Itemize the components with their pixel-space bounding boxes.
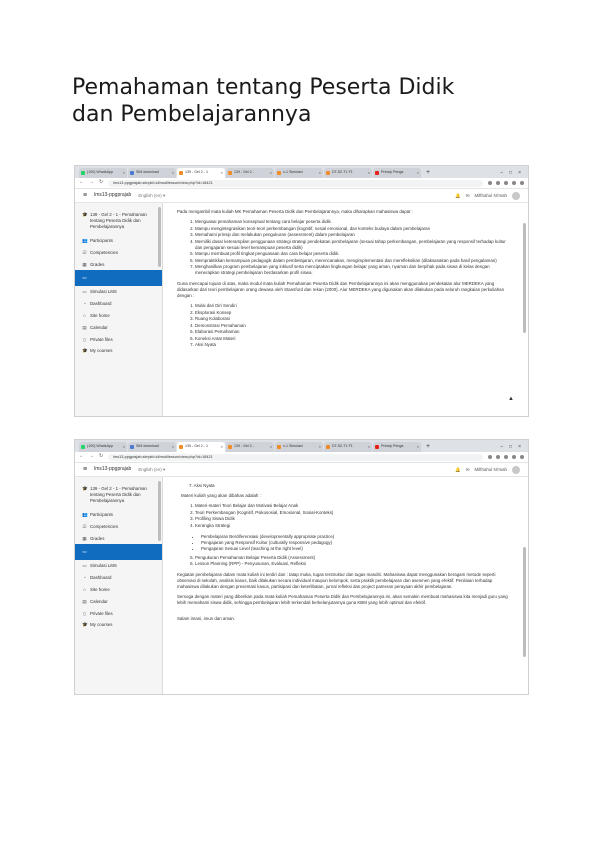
sidebar-scrollbar[interactable] xyxy=(158,207,161,267)
favicon-icon xyxy=(326,171,330,175)
home-icon: ⌂ xyxy=(83,312,86,318)
file-icon: ▯ xyxy=(83,336,86,342)
bell-icon[interactable]: 🔔 xyxy=(455,192,461,198)
url-field[interactable]: lms13-ppgprajab.simpkb.id/mod/lesson/view.php?id=18421 xyxy=(108,180,483,187)
sidebar-item-calendar[interactable]: ▤ Calendar xyxy=(82,324,108,330)
list-item: 5. Elaborasi Pemahaman xyxy=(195,329,514,335)
chat-icon[interactable]: ✉ xyxy=(465,192,470,198)
list-item: • Pengajaran yang Responsif Kultur (culturally responsive pedagogy) xyxy=(201,540,514,546)
sidebar-item-dashboard[interactable]: ◔ Dashboard xyxy=(83,301,112,307)
extension-icon[interactable] xyxy=(504,181,508,185)
list-item: 4. Memiliki dasar keterampilan penggunaan strategi strategi pendekatan pembelajaran (sesuai tahap perkembangan, pembelajaran yang responsif terhadap kultur dan pengajaran sesuai level kemampuan peserta didik) xyxy=(195,239,514,251)
favicon-icon xyxy=(179,445,183,449)
title-line-2: dan Pembelajarannya xyxy=(72,102,312,127)
favicon-icon xyxy=(228,445,232,449)
browser-tab-active[interactable]: 139 - Gel 2 - 1 × xyxy=(177,442,225,452)
reload-icon[interactable]: ↻ xyxy=(99,179,104,186)
browser-tab[interactable]: (100) WhatsApp × xyxy=(79,168,127,178)
materi-intro: Materi kuliah yang akan dibahas adalah : xyxy=(181,493,261,498)
close-icon[interactable]: × xyxy=(367,444,370,450)
favicon-icon xyxy=(277,445,281,449)
title-line-1: Pemahaman tentang Peserta Didik xyxy=(72,75,455,100)
favicon-icon xyxy=(228,171,232,175)
list-item: 1. Materi-materi Teori Belajar dan Motivasi Belajar Anak xyxy=(195,503,514,509)
forward-icon[interactable]: → xyxy=(89,179,94,186)
favicon-icon xyxy=(130,171,134,175)
merdeka-list xyxy=(177,303,514,348)
sidebar-item-competencies[interactable]: ☑ Competencies xyxy=(82,523,119,529)
sidebar-scrollbar[interactable] xyxy=(158,481,161,541)
close-window-button[interactable]: × xyxy=(518,170,521,176)
bell-icon[interactable]: 🔔 xyxy=(455,466,461,472)
close-icon[interactable]: × xyxy=(122,444,125,450)
graduation-cap-icon: 🎓 xyxy=(82,348,88,354)
favicon-icon xyxy=(179,171,183,175)
folder-icon: ▭ xyxy=(82,289,87,295)
list-item: 5. Pengukuran Pemahaman Belajar Peserta Didik (Assessment) xyxy=(195,555,514,561)
dashboard-icon: ◔ xyxy=(83,301,86,307)
site-name[interactable]: lms13-ppgprajab xyxy=(94,191,132,198)
list-item: 6. Mempraktikkan kemampuan pedagogik dalam pembelajaran, merencanakan, mengimplementasi dan merefleksikan (dilaksanakan pada hasil pengalaman) xyxy=(195,258,514,264)
document-title xyxy=(72,74,542,128)
list-item: 7. Menghasilkan program pembelajaran yang inklusif serta menciptakan lingkungan belajar yang aman, nyaman dan berpihak pada siswa di kelas dengan menerapkan strategi pembelajaran berdasarkan profil siswa. xyxy=(195,264,514,276)
browser-tab[interactable]: Prinsip Penga × xyxy=(373,168,421,178)
content-scrollbar[interactable] xyxy=(523,547,526,657)
minimize-button[interactable]: – xyxy=(500,444,504,450)
users-icon: 👥 xyxy=(82,238,88,243)
sidebar-item-grades[interactable]: ▦ Grades xyxy=(82,535,105,541)
intro-text: Pada mengambil mata kuliah MK Pemahaman Peserta Didik dan Pembelajarannya, maka diharapkan mahasiswa dapat : xyxy=(177,209,413,214)
browser-tab[interactable]: 139 - Gel 2 - × xyxy=(226,442,274,452)
list-item: 6. Lesson Planning (RPP) - Penyusunan, Evaluasi, Refleksi xyxy=(195,561,514,567)
sidebar-item-simulasi[interactable]: ▭ Simulasi LMS xyxy=(82,289,117,295)
profile-icon[interactable] xyxy=(512,181,516,185)
materi-list xyxy=(177,503,514,529)
list-item: 2. Teori Perkembangan (Kognitif, Psikososial, Emosional, Sosial-Konteks) xyxy=(195,510,514,516)
avatar[interactable] xyxy=(512,192,520,200)
closing-paragraph: Semoga dengan materi yang diberikan pada mata kuliah Pemahaman Peserta Didik dan Pembelajarannya ini, akan semakin membuat mahasiswa kita menjadi guru yang lebih memahami siswa didik, sehingga pembelajaran lebih terkendali berkelanjutannya guna KBM yang lebih optimal dan efektif. xyxy=(177,594,508,605)
close-icon[interactable]: × xyxy=(416,444,419,450)
dashboard-icon: ◔ xyxy=(83,575,86,581)
list-item: 1. Mulai dari Diri Sendiri xyxy=(195,303,514,309)
favicon-icon xyxy=(277,171,281,175)
sidebar-item-participants[interactable]: 👥 Participants xyxy=(82,512,113,517)
close-icon[interactable]: × xyxy=(416,170,419,176)
close-icon[interactable]: × xyxy=(367,170,370,176)
share-icon[interactable] xyxy=(488,455,492,459)
user-menu xyxy=(455,192,520,200)
course-icon: 🎓 xyxy=(82,212,88,217)
browser-tab[interactable]: x-1 Simulasi × xyxy=(275,442,323,452)
list-item: 6. Koneksi Antar Materi xyxy=(195,336,514,342)
greeting: Salam imani, imun dan aman. xyxy=(177,616,236,621)
sidebar-item-my-courses[interactable]: 🎓 My courses xyxy=(82,622,113,628)
share-icon[interactable] xyxy=(488,181,492,185)
list-item: 3. Memahami prinsip dan melakukan pengukuran (assessment) dalam pembelajaran xyxy=(195,232,514,238)
user-name[interactable]: Mifthahul Ni'mah xyxy=(474,466,507,472)
list-item: • Pengajaran Sesuai Level (teaching at the right level) xyxy=(201,546,514,552)
extension-icon[interactable] xyxy=(504,455,508,459)
course-sidebar xyxy=(75,203,163,416)
sidebar-item-site-home[interactable]: ⌂ Site home xyxy=(83,312,110,318)
list-item: 7. Aksi Nyata xyxy=(189,483,215,488)
hamburger-menu-icon[interactable]: ≡ xyxy=(83,191,88,199)
maximize-button[interactable]: □ xyxy=(509,444,513,450)
menu-icon[interactable] xyxy=(520,181,524,185)
youtube-icon xyxy=(375,171,379,175)
close-icon[interactable]: × xyxy=(318,444,321,450)
table-icon: ▦ xyxy=(82,535,87,541)
calendar-icon: ▤ xyxy=(82,324,87,330)
minimize-button[interactable]: – xyxy=(500,170,504,176)
address-bar-row xyxy=(75,452,528,463)
screenshot-1 xyxy=(74,165,529,417)
address-bar-row xyxy=(75,178,528,189)
language-selector[interactable]: English (en) ▾ xyxy=(138,466,166,472)
browser-tab-active[interactable]: 139 - Gel 2 - 1 × xyxy=(177,168,225,178)
whatsapp-icon xyxy=(81,171,85,175)
user-name[interactable]: Mifthahul Ni'mah xyxy=(474,192,507,198)
site-name[interactable]: lms13-ppgprajab xyxy=(94,465,132,472)
folder-icon: ▭ xyxy=(82,549,87,555)
list-item: 5. Mampu membuat profil tingkat penguasaan dan cara belajar peserta didik. xyxy=(195,251,514,257)
browser-tab[interactable]: DT-S2-T1 F1 × xyxy=(324,442,372,452)
sidebar-item-private-files[interactable]: ▯ Private files xyxy=(83,610,113,616)
users-icon: 👥 xyxy=(82,512,88,517)
sidebar-item-dashboard[interactable]: ◔ Dashboard xyxy=(83,575,112,581)
sidebar-item-active-folder[interactable] xyxy=(75,270,162,286)
close-icon[interactable]: × xyxy=(220,170,223,176)
materi-list-cont xyxy=(177,555,514,568)
sidebar-item-site-home[interactable]: ⌂ Site home xyxy=(83,586,110,592)
sidebar-item-active-folder[interactable] xyxy=(75,544,162,560)
content-scrollbar[interactable] xyxy=(523,223,526,333)
list-item: 1. Menguasai pemahaman konseptual tentang cara belajar peserta didik. xyxy=(195,219,514,225)
avatar[interactable] xyxy=(512,466,520,474)
forward-icon[interactable]: → xyxy=(89,453,94,460)
graduation-cap-icon: 🎓 xyxy=(82,622,88,628)
browser-tab[interactable]: 139 - Gel 2 - × xyxy=(226,168,274,178)
close-window-button[interactable]: × xyxy=(518,444,521,450)
browser-tab[interactable]: DT-S2-T1 F1 × xyxy=(324,168,372,178)
extensions xyxy=(488,181,524,185)
checklist-icon: ☑ xyxy=(82,249,87,255)
sidebar-item-simulasi[interactable]: ▭ Simulasi LMS xyxy=(82,563,117,569)
reload-icon[interactable]: ↻ xyxy=(99,453,104,460)
folder-icon: ▭ xyxy=(82,563,87,569)
checklist-icon: ☑ xyxy=(82,523,87,529)
whatsapp-icon xyxy=(81,445,85,449)
back-icon[interactable]: ← xyxy=(79,179,84,186)
window-controls xyxy=(500,442,524,452)
screenshot-2 xyxy=(74,439,529,695)
table-icon: ▦ xyxy=(82,261,87,267)
course-icon: 🎓 xyxy=(82,486,88,491)
back-icon[interactable]: ← xyxy=(79,453,84,460)
close-icon[interactable]: × xyxy=(269,170,272,176)
new-tab-button[interactable]: + xyxy=(426,443,431,450)
browser-tab[interactable]: (100) WhatsApp × xyxy=(79,442,127,452)
strategi-list xyxy=(177,534,514,552)
favicon-icon xyxy=(130,445,134,449)
browser-tab[interactable]: Prinsip Penga × xyxy=(373,442,421,452)
close-icon[interactable]: × xyxy=(171,444,174,450)
close-icon[interactable]: × xyxy=(269,444,272,450)
list-item: 3. Profiling Siswa Didik xyxy=(195,516,514,522)
merdeka-paragraph: Guna mencapai tujuan di atas, maka modul mata kuliah Pemahaman Peserta Didik dan Pembelajarannya ini akan menggunakan pendekatan alur MERDEKA yang didasarkan dari teori pembelajaran orang dewasa oleh Stansford dan rekan (2000). Alur MERDEKA yang digunakan akan dilakukan pada seluruh rangkaian perkuliahan dengan : xyxy=(177,281,505,298)
close-icon[interactable]: × xyxy=(122,170,125,176)
list-item: • Pembelajaran Berdiferensiasi (developmentally appropriate practice) xyxy=(201,534,514,540)
sidebar-item-grades[interactable]: ▦ Grades xyxy=(82,261,105,267)
maximize-button[interactable]: □ xyxy=(509,170,513,176)
sidebar-course[interactable]: 🎓 139 - Gel 2 - 1 - Pemahaman tentang Peserta Didik dan Pembelajarannya xyxy=(82,486,147,503)
lms-navbar xyxy=(75,463,528,477)
close-icon[interactable]: × xyxy=(171,170,174,176)
sidebar-item-competencies[interactable]: ☑ Competencies xyxy=(82,249,119,255)
lms-navbar xyxy=(75,189,528,203)
course-sidebar xyxy=(75,477,163,694)
sidebar-course[interactable]: 🎓 139 - Gel 2 - 1 - Pemahaman tentang Peserta Didik dan Pembelajarannya xyxy=(82,212,147,229)
user-menu xyxy=(455,466,520,474)
hamburger-menu-icon[interactable]: ≡ xyxy=(83,465,88,473)
url-field[interactable]: lms13-ppgprajab.simpkb.id/mod/lesson/view.php?id=18421 xyxy=(108,454,483,461)
star-icon[interactable] xyxy=(496,181,500,185)
kegiatan-paragraph: Kegiatan pembelajaran dalam mata kuliah ini terdiri dari : tatap muka, tugas terstruktur dan tugas mandiri. Mahasiswa dapat menggunakan beragam metode seperti observasi di sekolah, analisis kasus, baik dilakukan secara individual maupun kelompok, serta praktik pembelajaran dan asesmen yang efektif. Penilaian terhadap mahasiswa dilakukan dengan presentasi kasus, partisipasi dan keterlibatan, jurnal refleksi dan project pameran perayaan akhir pembelajaran. xyxy=(177,572,496,589)
youtube-icon xyxy=(375,445,379,449)
close-icon[interactable]: × xyxy=(318,170,321,176)
list-item: 4. Demonstrasi Pemahaman xyxy=(195,323,514,329)
star-icon[interactable] xyxy=(496,455,500,459)
list-item: 4. Kerangka Strategi xyxy=(195,523,514,529)
goals-list xyxy=(177,219,514,276)
language-selector[interactable]: English (en) ▾ xyxy=(138,192,166,198)
list-item: 2. Eksplorasi Konsep xyxy=(195,310,514,316)
sidebar-item-my-courses[interactable]: 🎓 My courses xyxy=(82,348,113,354)
lesson-content xyxy=(163,203,528,416)
file-icon: ▯ xyxy=(83,610,86,616)
close-icon[interactable]: × xyxy=(220,444,223,450)
list-item: 3. Ruang Kolaborasi xyxy=(195,316,514,322)
browser-tab[interactable]: SIM download × xyxy=(128,442,176,452)
browser-tab-bar xyxy=(75,440,528,452)
chat-icon[interactable]: ✉ xyxy=(465,466,470,472)
folder-icon: ▭ xyxy=(82,275,87,281)
browser-tab[interactable]: x-1 Simulasi × xyxy=(275,168,323,178)
scroll-top-icon[interactable]: ▲ xyxy=(508,396,514,402)
browser-tab-bar xyxy=(75,166,528,178)
profile-icon[interactable] xyxy=(512,455,516,459)
sidebar-item-participants[interactable]: 👥 Participants xyxy=(82,238,113,243)
browser-tab[interactable]: SIM download × xyxy=(128,168,176,178)
sidebar-item-calendar[interactable]: ▤ Calendar xyxy=(82,598,108,604)
favicon-icon xyxy=(326,445,330,449)
home-icon: ⌂ xyxy=(83,586,86,592)
extensions xyxy=(488,455,524,459)
window-controls xyxy=(500,168,524,178)
menu-icon[interactable] xyxy=(520,455,524,459)
sidebar-item-private-files[interactable]: ▯ Private files xyxy=(83,336,113,342)
new-tab-button[interactable]: + xyxy=(426,169,431,176)
lesson-content xyxy=(163,477,528,694)
calendar-icon: ▤ xyxy=(82,598,87,604)
list-item: 7. Aksi Nyata xyxy=(195,342,514,348)
list-item: 2. Mampu mengintegrasikan teori-teori perkembangan (kognitif, sosial emosional, dan konteks budaya dalam pembelajaran xyxy=(195,226,514,232)
